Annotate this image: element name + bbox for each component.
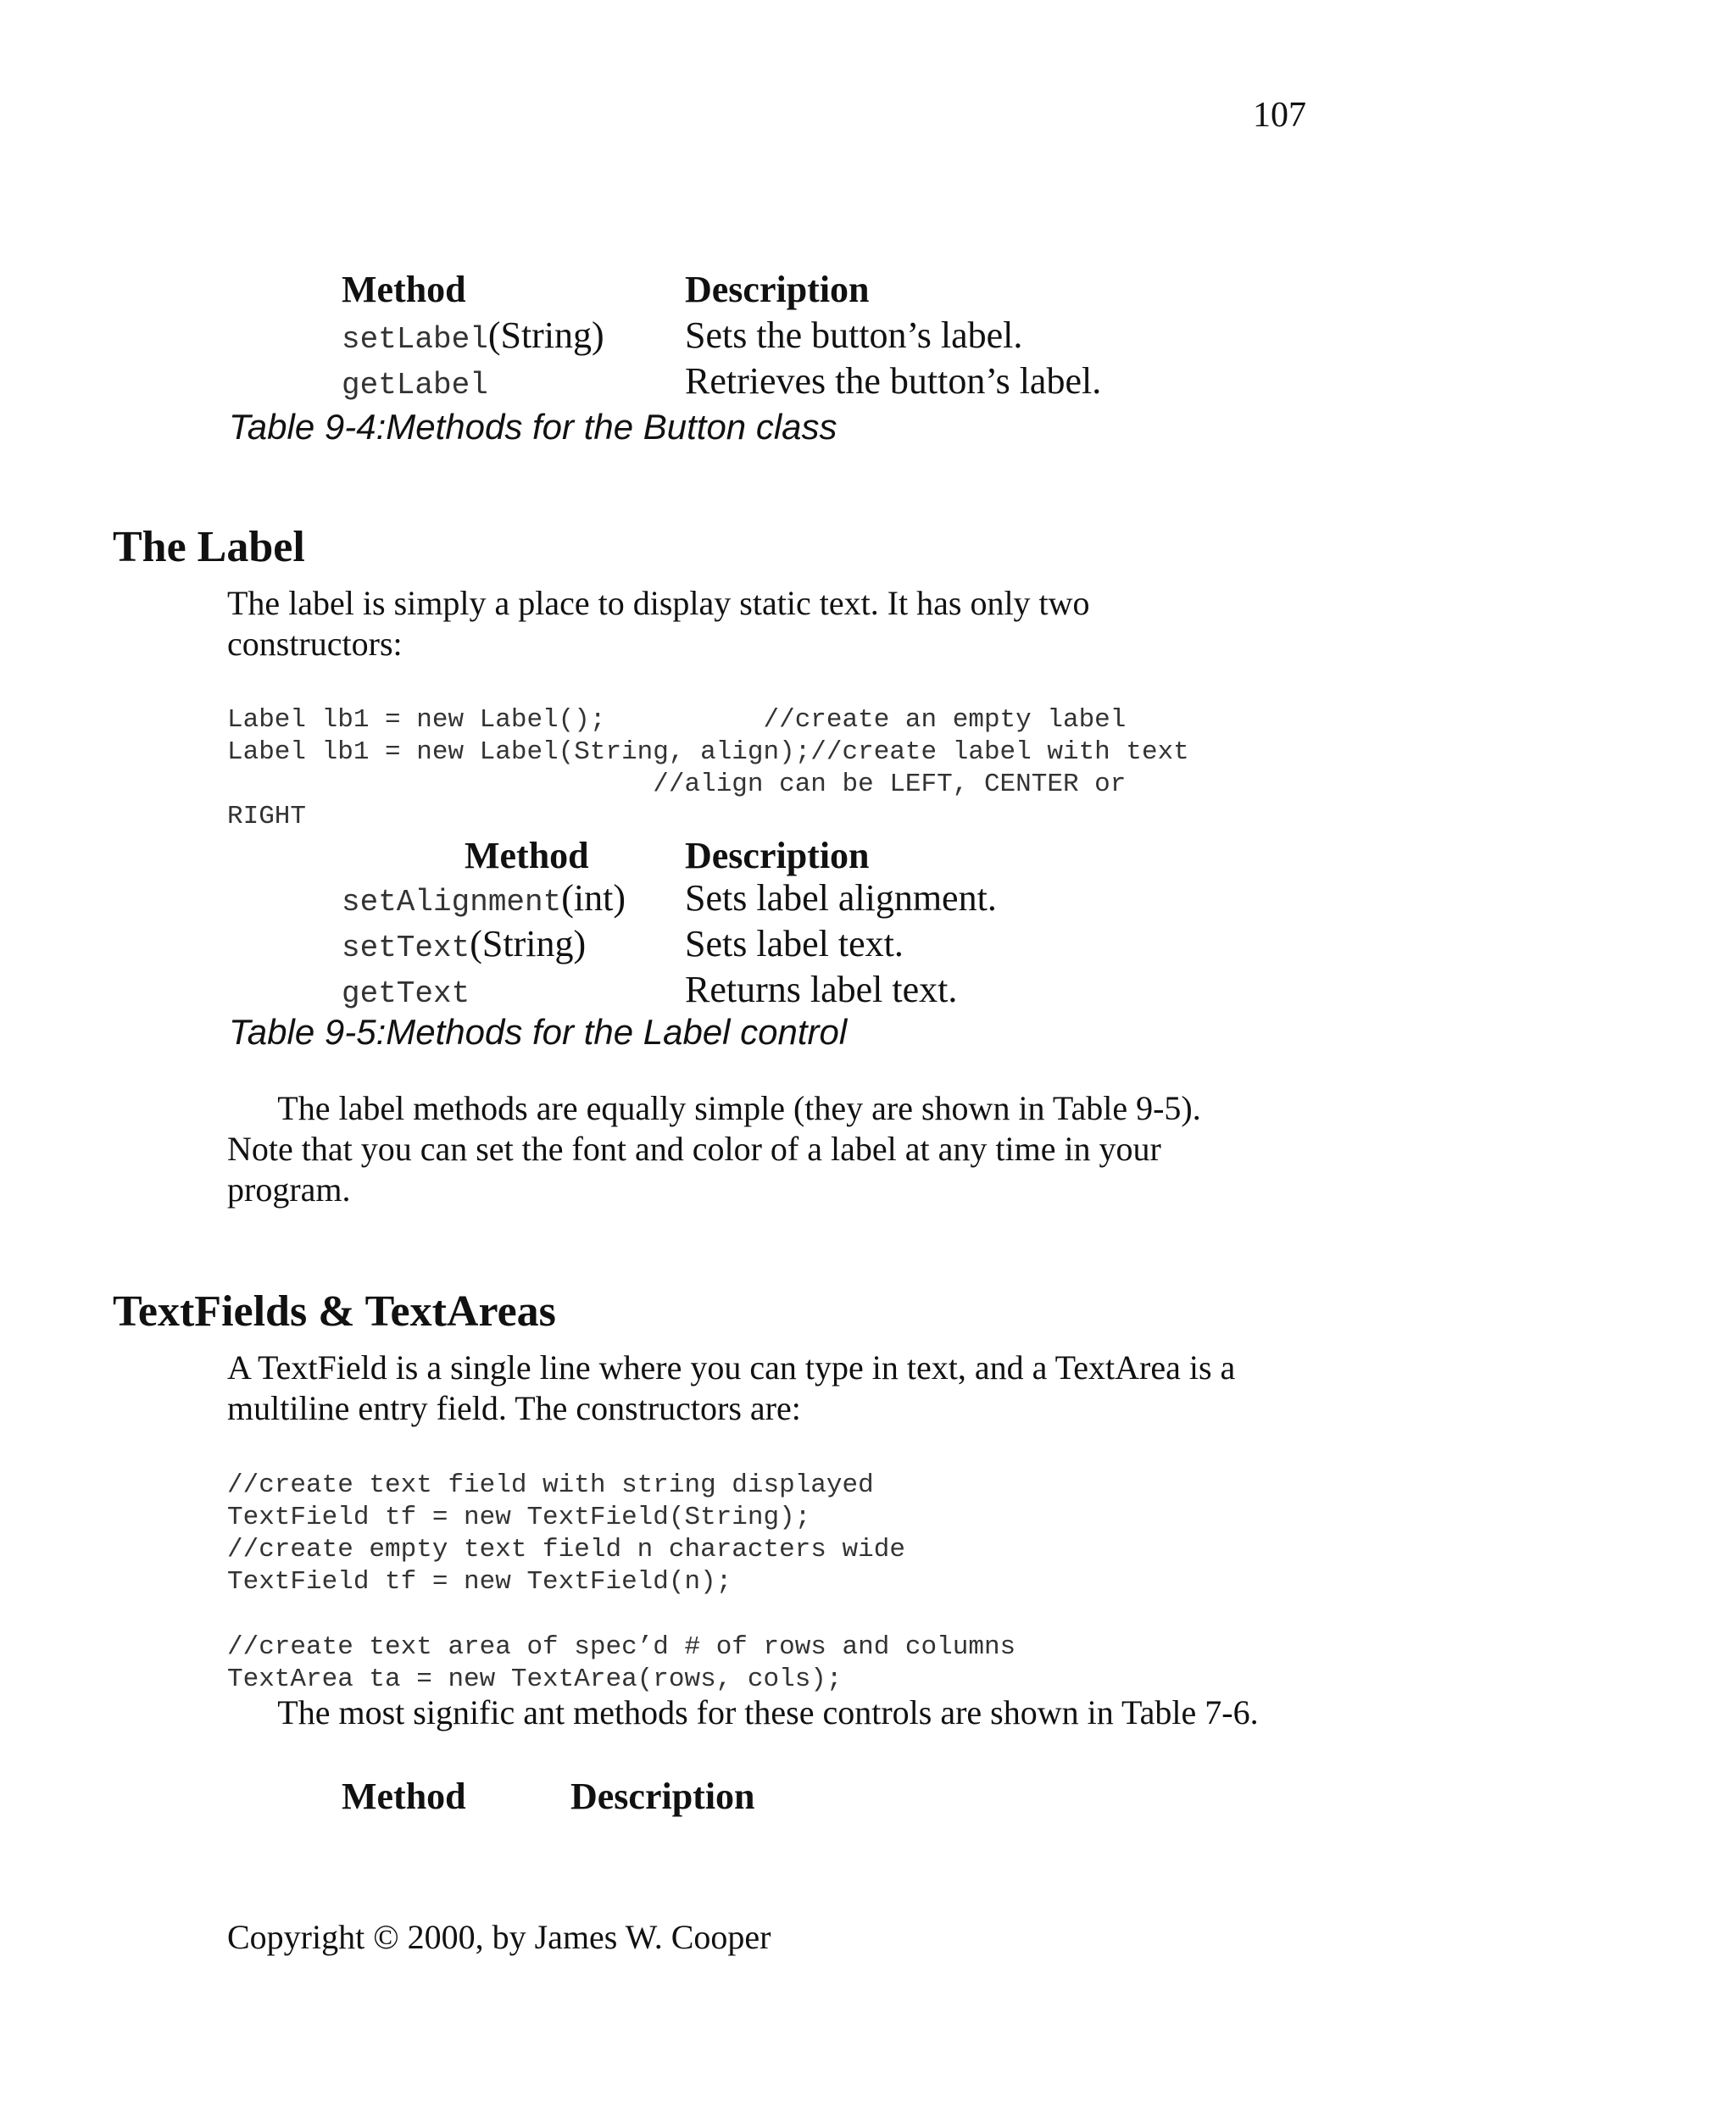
paragraph-line: The label methods are equally simple (they are shown in Table 9-5).: [227, 1089, 1201, 1127]
paragraph-line: A TextField is a single line where you can type in text, and a TextArea is a: [227, 1348, 1236, 1387]
method-code: getText: [342, 976, 470, 1011]
paragraph-line: Note that you can set the font and color of a label at any time in your: [227, 1130, 1161, 1168]
code-line: TextField tf = new TextField(String);: [227, 1503, 811, 1532]
method-code: setText: [342, 931, 470, 965]
table-row-method: [342, 968, 470, 1011]
section-heading-label: The Label: [113, 523, 305, 571]
table-header-method: Method: [342, 1776, 466, 1817]
code-line: //create text area of spec’d # of rows and columns: [227, 1632, 1016, 1662]
code-line: RIGHT: [227, 802, 307, 831]
table-caption: Table 9-4:Methods for the Button class: [229, 407, 837, 447]
code-line: Label lb1 = new Label(); //create an empty label: [227, 705, 1127, 735]
table-row-description: Sets label text.: [685, 923, 904, 964]
code-line: //align can be LEFT, CENTER or: [227, 770, 1127, 799]
code-line: Label lb1 = new Label(String, align);//create label with text: [227, 737, 1189, 767]
paragraph-line: multiline entry field. The constructors are:: [227, 1389, 801, 1427]
table-row-description: Sets label alignment.: [685, 877, 997, 919]
page-number: 107: [1253, 96, 1306, 135]
method-code: getLabel: [342, 368, 488, 403]
paragraph-line: The label is simply a place to display static text. It has only two: [227, 584, 1090, 622]
paragraph-line: program.: [227, 1170, 351, 1209]
table-header-method: Method: [465, 835, 589, 876]
paragraph-line: constructors:: [227, 625, 403, 663]
code-line: TextField tf = new TextField(n);: [227, 1567, 732, 1597]
table-row-method: [342, 359, 488, 403]
method-args: (String): [487, 314, 604, 356]
method-code: setLabel: [342, 322, 488, 357]
code-line: //create text field with string displayed: [227, 1470, 874, 1500]
paragraph-line: The most signific ant methods for these controls are shown in Table 7-6.: [227, 1693, 1259, 1731]
section-heading-textfields: TextFields & TextAreas: [113, 1287, 556, 1336]
table-row-method: [342, 876, 626, 920]
code-line: TextArea ta = new TextArea(rows, cols);: [227, 1665, 843, 1694]
table-row-method: [342, 922, 586, 965]
method-args: (String): [470, 923, 587, 964]
table-header-method: Method: [342, 269, 466, 310]
table-row-description: Returns label text.: [685, 969, 958, 1010]
method-code: setAlignment: [342, 885, 562, 920]
table-row-method: [342, 314, 604, 357]
table-header-description: Description: [685, 835, 870, 876]
method-args: (int): [561, 877, 626, 919]
table-row-description: Sets the button’s label.: [685, 314, 1023, 356]
table-header-description: Description: [570, 1776, 755, 1817]
code-line: //create empty text field n characters wide: [227, 1535, 905, 1565]
table-row-description: Retrieves the button’s label.: [685, 360, 1102, 402]
table-header-description: Description: [685, 269, 870, 310]
copyright-footer: Copyright © 2000, by James W. Cooper: [227, 1918, 771, 1956]
table-caption: Table 9-5:Methods for the Label control: [229, 1012, 848, 1052]
